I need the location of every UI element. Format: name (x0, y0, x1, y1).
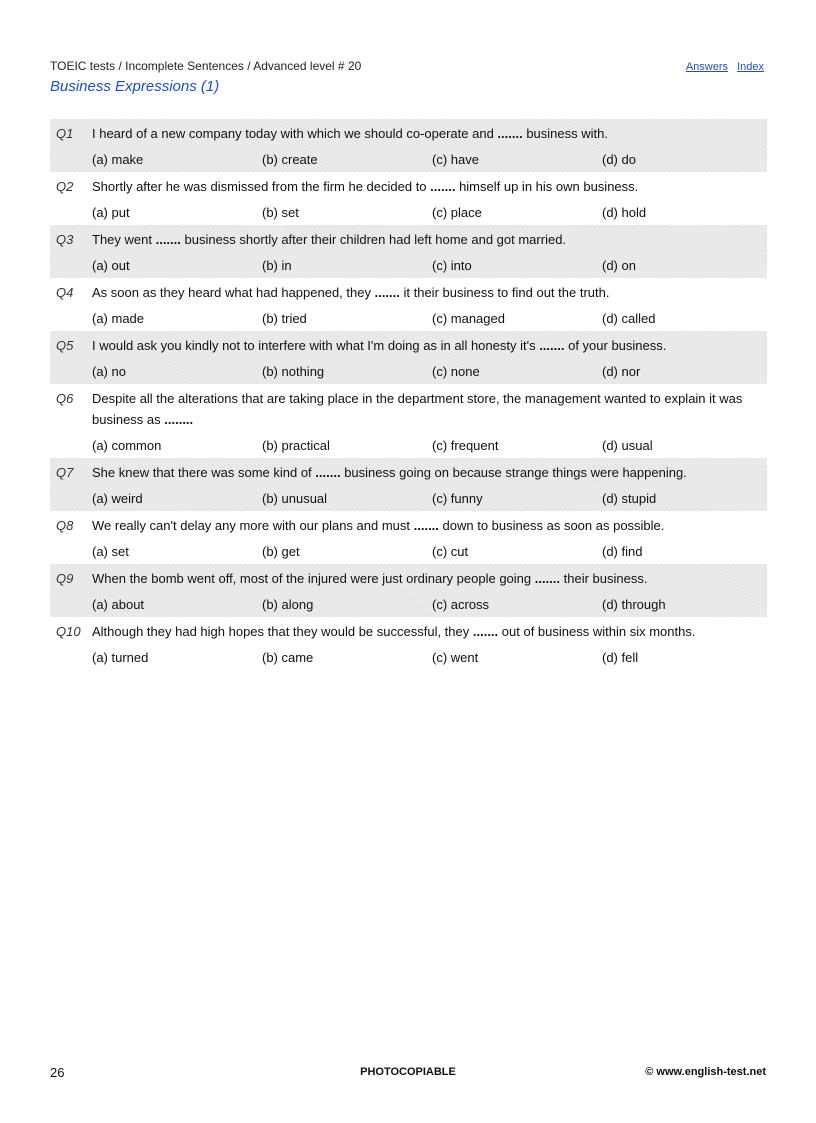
question-list (50, 119, 767, 670)
option-c: (c) managed (432, 311, 505, 326)
option-b: (b) tried (262, 311, 307, 326)
option-b: (b) unusual (262, 491, 328, 506)
question-number: Q4 (56, 285, 74, 300)
question-text: She knew that there was some kind of ....... business going on because strange things were happening. (92, 465, 687, 480)
question-number: Q2 (56, 179, 74, 194)
option-c: (c) none (432, 364, 480, 379)
question-number: Q10 (56, 624, 81, 639)
option-d: (d) stupid (602, 491, 657, 506)
copyright-notice: © www.english-test.net (645, 1066, 766, 1078)
option-b: (b) along (262, 597, 314, 612)
blank-marker: ....... (472, 624, 499, 639)
option-c: (c) across (432, 597, 490, 612)
question-item (50, 119, 767, 172)
option-d: (d) through (602, 597, 666, 612)
question-text: We really can't delay any more with our plans and must ....... down to business as soon as possible. (92, 518, 665, 533)
option-c: (c) frequent (432, 438, 499, 453)
option-a: (a) common (92, 438, 162, 453)
question-number: Q8 (56, 518, 74, 533)
option-c: (c) went (432, 650, 479, 665)
option-a: (a) set (92, 544, 129, 559)
option-a: (a) turned (92, 650, 149, 665)
option-a: (a) no (92, 364, 126, 379)
option-c: (c) cut (432, 544, 469, 559)
question-item (50, 617, 767, 670)
option-a: (a) made (92, 311, 145, 326)
option-b: (b) in (262, 258, 292, 273)
option-b: (b) nothing (262, 364, 325, 379)
question-text: As soon as they heard what had happened, they ....... it their business to find out the truth. (92, 285, 610, 300)
option-a: (a) put (92, 205, 130, 220)
option-b: (b) came (262, 650, 314, 665)
question-number: Q3 (56, 232, 74, 247)
question-item (50, 278, 767, 331)
question-number: Q5 (56, 338, 74, 353)
question-number: Q6 (56, 391, 74, 406)
answers-link[interactable]: Answers (685, 61, 729, 73)
option-c: (c) place (432, 205, 482, 220)
blank-marker: ....... (534, 571, 561, 586)
question-text: Shortly after he was dismissed from the firm he decided to ....... himself up in his own business. (92, 179, 639, 194)
index-link[interactable]: Index (737, 61, 764, 73)
option-d: (d) usual (602, 438, 653, 453)
question-text: They went ....... business shortly after their children had left home and got married. (92, 232, 567, 247)
breadcrumb: TOEIC tests / Incomplete Sentences / Advanced level # 20 (50, 59, 362, 73)
question-number: Q7 (56, 465, 74, 480)
question-item (50, 331, 767, 384)
option-b: (b) get (262, 544, 300, 559)
blank-marker: ....... (497, 126, 523, 141)
option-d: (d) find (602, 544, 643, 559)
option-d: (d) called (602, 311, 656, 326)
header-links (680, 61, 764, 73)
option-b: (b) practical (262, 438, 330, 453)
question-item (50, 384, 767, 458)
question-item (50, 458, 767, 511)
option-b: (b) create (262, 152, 318, 167)
question-item (50, 225, 767, 278)
option-c: (c) funny (432, 491, 483, 506)
page-title: Business Expressions (1) (50, 78, 220, 95)
option-d: (d) fell (602, 650, 639, 665)
option-a: (a) about (92, 597, 145, 612)
blank-marker: ....... (430, 179, 456, 194)
option-d: (d) nor (602, 364, 641, 379)
question-number: Q1 (56, 126, 74, 141)
question-text: I heard of a new company today with which we should co-operate and ....... business with. (92, 126, 608, 141)
question-text: When the bomb went off, most of the injured were just ordinary people going ....... their business. (92, 571, 648, 586)
blank-marker: ....... (413, 518, 439, 533)
question-item (50, 511, 767, 564)
blank-marker: ........ (164, 412, 194, 427)
option-a: (a) out (92, 258, 130, 273)
option-d: (d) do (602, 152, 636, 167)
question-number: Q9 (56, 571, 74, 586)
question-text: I would ask you kindly not to interfere with what I'm doing as in all honesty it's ....... of your business. (92, 338, 667, 353)
question-text: Despite all the alterations that are taking place in the department store, the management wanted to explain it was business as ........ (92, 391, 743, 427)
question-text: Although they had high hopes that they would be successful, they ....... out of business within six months. (92, 624, 696, 639)
page-number: 26 (50, 1065, 65, 1080)
photocopiable-label: PHOTOCOPIABLE (360, 1066, 456, 1078)
option-a: (a) make (92, 152, 144, 167)
blank-marker: ....... (374, 285, 400, 300)
option-d: (d) hold (602, 205, 647, 220)
option-b: (b) set (262, 205, 299, 220)
option-c: (c) into (432, 258, 472, 273)
option-c: (c) have (432, 152, 479, 167)
option-a: (a) weird (92, 491, 143, 506)
question-item (50, 172, 767, 225)
blank-marker: ....... (315, 465, 341, 480)
blank-marker: ....... (155, 232, 181, 247)
question-item (50, 564, 767, 617)
option-d: (d) on (602, 258, 636, 273)
blank-marker: ....... (539, 338, 565, 353)
